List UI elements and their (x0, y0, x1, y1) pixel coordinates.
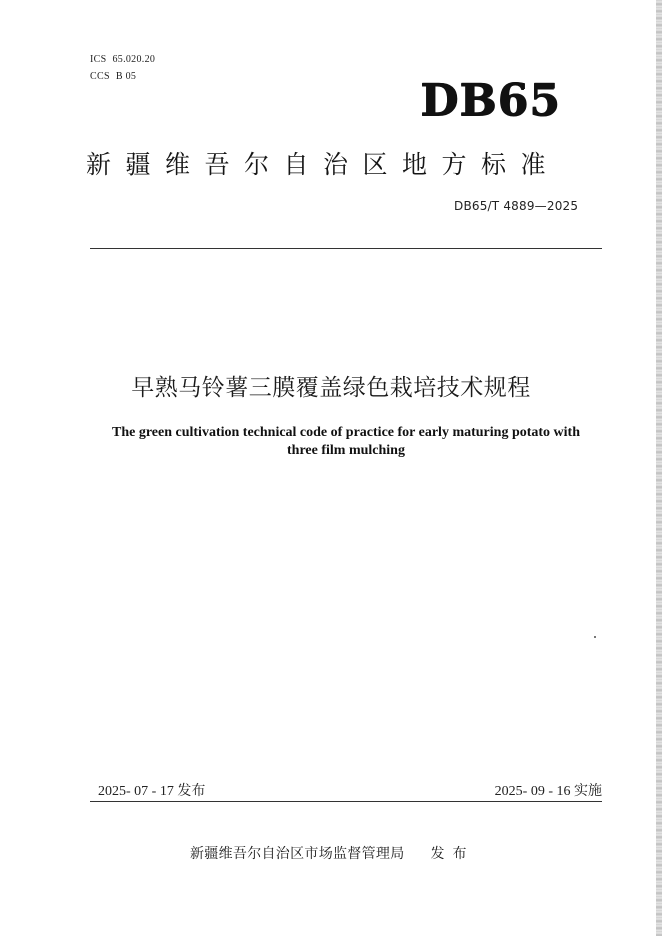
standard-number: DB65/T 4889—2025 (454, 199, 579, 213)
ics-code: 65.020.20 (112, 54, 156, 65)
issue-date: 2025- 07 - 17 发布 (98, 784, 206, 799)
ccs-code: B 05 (115, 71, 137, 82)
issuer-line (190, 843, 475, 863)
implementation-date: 2025- 09 - 16 实施 (494, 784, 602, 799)
bottom-divider (90, 801, 602, 802)
ics-label: ICS (90, 54, 107, 65)
issuer-action: 发布 (430, 846, 475, 862)
issuing-authority: 新疆维吾尔自治区市场监督管理局 (190, 846, 405, 862)
standard-type-heading: 新疆维吾尔自治区地方标准 (86, 150, 561, 179)
scan-edge (656, 0, 662, 936)
document-title-chinese: 早熟马铃薯三膜覆盖绿色栽培技术规程 (131, 375, 531, 401)
ics-code-line (90, 54, 155, 65)
top-divider (90, 248, 602, 249)
scan-speck (594, 636, 596, 638)
ccs-label: CCS (90, 71, 110, 82)
db65-logo: DB65 (420, 75, 561, 126)
document-title-english: The green cultivation technical code of practice for early maturing potato with three film mulching (111, 425, 580, 458)
ccs-code-line (90, 71, 136, 82)
